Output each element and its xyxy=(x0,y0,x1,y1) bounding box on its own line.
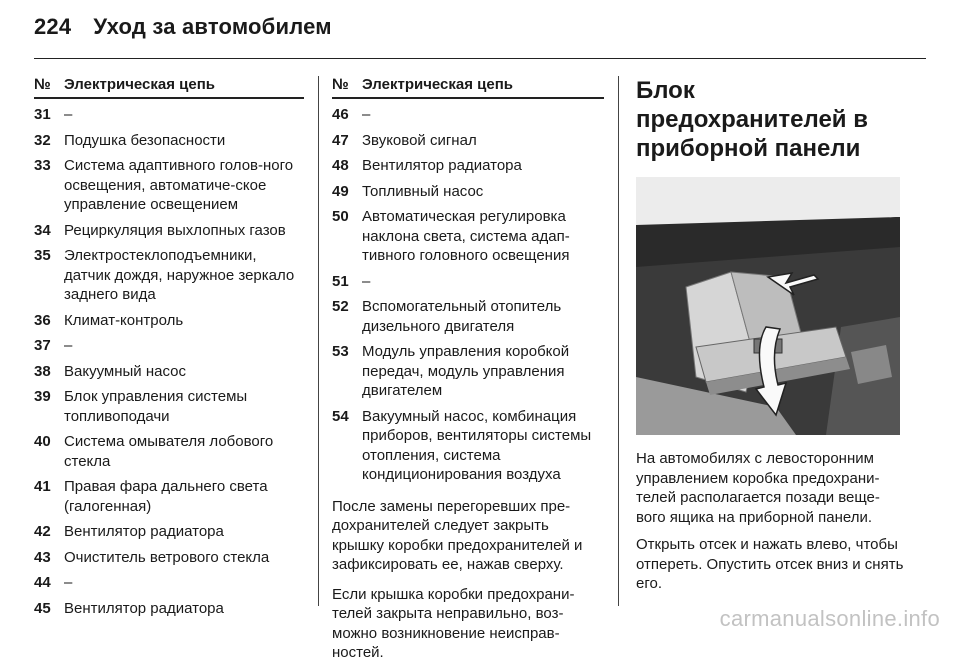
paragraph: Если крышка коробки предохрани-телей закрыта неправильно, воз-можно возникновение неисправ-ностей. xyxy=(332,585,575,661)
fuse-number: 53 xyxy=(332,343,349,360)
circuit-name: Вентилятор радиатора xyxy=(362,157,522,174)
circuit-name: Система адаптивного голов-ного освещения, автоматиче-ское управление освещением xyxy=(64,157,294,213)
table-row xyxy=(34,311,304,331)
section-title: Блок предохранителей в приборной панели xyxy=(636,77,868,162)
circuit-name: – xyxy=(64,574,73,591)
circuit-name: Вакуумный насос, комбинация приборов, вентиляторы системы отопления, система кондиционирования воздуха xyxy=(362,407,592,483)
page-header-title: Уход за автомобилем xyxy=(93,14,332,39)
circuit-name: Вентилятор радиатора xyxy=(64,523,224,540)
fuse-number: 40 xyxy=(34,433,51,450)
fuse-number: 44 xyxy=(34,574,51,591)
circuit-name: Блок управления системы топливоподачи xyxy=(64,388,248,425)
paragraph: Открыть отсек и нажать влево, чтобы отпереть. Опустить отсек вниз и снять его. xyxy=(636,536,904,592)
table-row xyxy=(34,131,304,151)
table-header xyxy=(332,76,604,99)
fuse-number: 47 xyxy=(332,131,349,149)
fuse-number: 37 xyxy=(34,337,51,354)
table-row xyxy=(332,156,604,176)
circuit-name: Подушка безопасности xyxy=(64,131,226,149)
table-row xyxy=(34,477,304,516)
circuit-name: Автоматическая регулировка наклона света, система адап-тивного головного освещения xyxy=(362,208,570,264)
circuit-name: – xyxy=(64,337,73,354)
table-row xyxy=(34,156,304,215)
circuit-name: Вентилятор радиатора xyxy=(64,599,224,617)
column-header-number: № xyxy=(34,76,51,93)
watermark: carmanualsonline.info xyxy=(719,606,940,631)
circuit-name: Вспомогательный отопитель дизельного двигателя xyxy=(362,298,562,335)
circuit-name: Рециркуляция выхлопных газов xyxy=(64,221,286,239)
table-row xyxy=(34,548,304,568)
paragraph: На автомобилях с левосторонним управлением коробка предохрани-телей располагается позади веще-вого ящика на приборной панели. xyxy=(636,450,880,526)
fuse-number: 38 xyxy=(34,362,51,380)
table-row xyxy=(34,221,304,241)
circuit-name: Правая фара дальнего света (галогенная) xyxy=(64,478,268,515)
section-instrument-panel-fuse-box xyxy=(636,76,904,594)
page-number: 224 xyxy=(34,14,72,39)
column-header-circuit: Электрическая цепь xyxy=(64,76,216,93)
circuit-name: – xyxy=(362,106,371,123)
fuse-number: 43 xyxy=(34,548,51,566)
header-divider xyxy=(34,58,926,59)
table-row xyxy=(34,336,304,356)
table-row xyxy=(34,105,304,125)
table-header xyxy=(34,76,304,99)
column-header-circuit: Электрическая цепь xyxy=(362,76,514,93)
circuit-name: Система омывателя лобового стекла xyxy=(64,433,274,470)
column-divider xyxy=(318,76,319,606)
table-row xyxy=(34,522,304,542)
fuse-number: 45 xyxy=(34,599,51,617)
table-row xyxy=(332,342,604,401)
fuse-number: 35 xyxy=(34,247,51,264)
fuse-number: 52 xyxy=(332,298,349,315)
column-header-number: № xyxy=(332,76,349,93)
circuit-name: Топливный насос xyxy=(362,182,484,200)
circuit-name: Модуль управления коробкой передач, модуль управления двигателем xyxy=(362,343,570,399)
table-row xyxy=(332,297,604,336)
circuit-name: – xyxy=(362,272,371,290)
circuit-name: – xyxy=(64,106,73,123)
table-row xyxy=(332,182,604,202)
fuse-number: 31 xyxy=(34,106,51,123)
fuse-box-illustration xyxy=(636,177,900,435)
fuse-number: 32 xyxy=(34,131,51,149)
circuit-name: Климат-контроль xyxy=(64,311,184,329)
table-row xyxy=(34,387,304,426)
table-row xyxy=(34,246,304,305)
fuse-table-2 xyxy=(332,76,604,663)
table-row xyxy=(34,599,304,619)
fuse-number: 36 xyxy=(34,311,51,329)
table-row xyxy=(332,131,604,151)
fuse-number: 39 xyxy=(34,388,51,405)
table-row xyxy=(332,272,604,292)
fuse-number: 50 xyxy=(332,208,349,225)
fuse-number: 49 xyxy=(332,182,349,200)
fuse-number: 42 xyxy=(34,523,51,540)
table-row xyxy=(34,573,304,593)
fuse-number: 48 xyxy=(332,157,349,174)
table-row xyxy=(34,432,304,471)
fuse-number: 33 xyxy=(34,157,51,174)
table-row xyxy=(34,362,304,382)
column-divider xyxy=(618,76,619,606)
circuit-name: Звуковой сигнал xyxy=(362,131,477,149)
paragraph: После замены перегоревших пре-дохранителей следует закрыть крышку коробки предохранителей и зафиксировать ее, нажав сверху. xyxy=(332,497,583,573)
circuit-name: Очиститель ветрового стекла xyxy=(64,548,270,566)
fuse-number: 41 xyxy=(34,478,51,495)
table-row xyxy=(332,105,604,125)
page-header xyxy=(34,14,332,40)
fuse-number: 51 xyxy=(332,272,349,290)
circuit-name: Вакуумный насос xyxy=(64,362,186,380)
table-row xyxy=(332,407,604,485)
fuse-number: 34 xyxy=(34,221,51,239)
fuse-number: 46 xyxy=(332,106,349,123)
circuit-name: Электростеклоподъемники, датчик дождя, наружное зеркало заднего вида xyxy=(64,247,295,303)
fuse-number: 54 xyxy=(332,407,349,425)
table-row xyxy=(332,207,604,266)
fuse-table-1 xyxy=(34,76,304,624)
